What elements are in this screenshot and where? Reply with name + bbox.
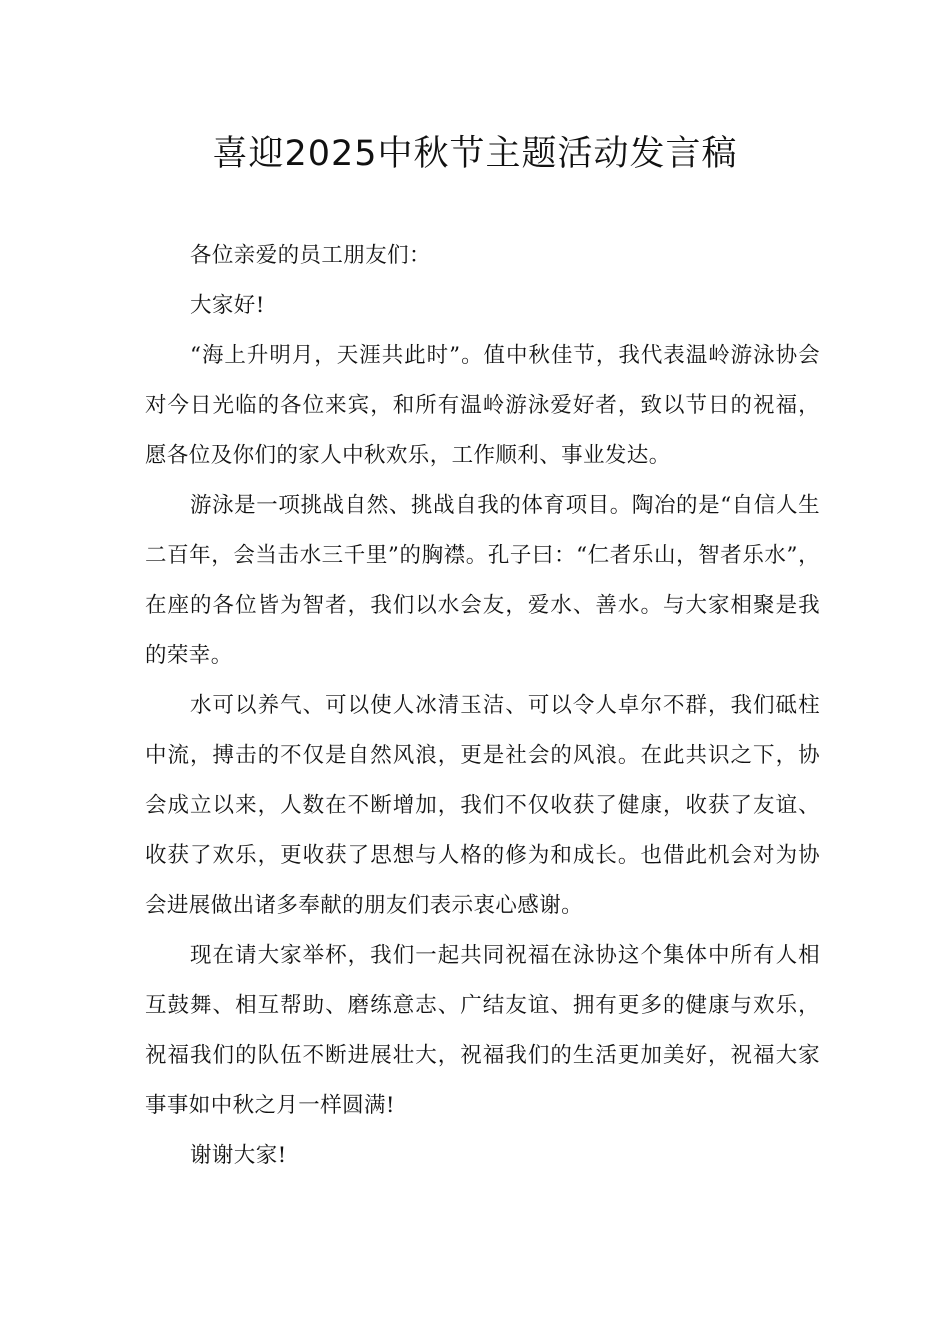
document-title: 喜迎2025中秋节主题活动发言稿 <box>212 134 738 174</box>
paragraph-water: 水可以养气、可以使人冰清玉洁、可以令人卓尔不群，我们砥柱中流，搏击的不仅是自然风浪，更是社会的风浪。在此共识之下，协会成立以来，人数在不断增加，我们不仅收获了健康，收获了友谊、收获了欢乐，更收获了思想与人格的修为和成长。也借此机会对为协会进展做出诸多奉献的朋友们表示衷心感谢。 <box>145 693 820 918</box>
paragraph-opening: “海上升明月，天涯共此时”。值中秋佳节，我代表温岭游泳协会对今日光临的各位来宾，和所有温岭游泳爱好者，致以节日的祝福，愿各位及你们的家人中秋欢乐，工作顺利、事业发达。 <box>145 343 820 468</box>
document-body <box>145 231 820 1181</box>
paragraph-toast: 现在请大家举杯，我们一起共同祝福在泳协这个集体中所有人相互鼓舞、相互帮助、磨练意志、广结友谊、拥有更多的健康与欢乐，祝福我们的队伍不断进展壮大，祝福我们的生活更加美好，祝福大家事事如中秋之月一样圆满! <box>145 943 820 1118</box>
closing: 谢谢大家! <box>190 1143 287 1168</box>
paragraph-swimming: 游泳是一项挑战自然、挑战自我的体育项目。陶冶的是“自信人生二百年，会当击水三千里”的胸襟。孔子曰：“仁者乐山，智者乐水”，在座的各位皆为智者，我们以水会友，爱水、善水。与大家相聚是我的荣幸。 <box>145 493 820 668</box>
salutation: 各位亲爱的员工朋友们： <box>190 243 431 268</box>
greeting: 大家好! <box>190 293 265 318</box>
